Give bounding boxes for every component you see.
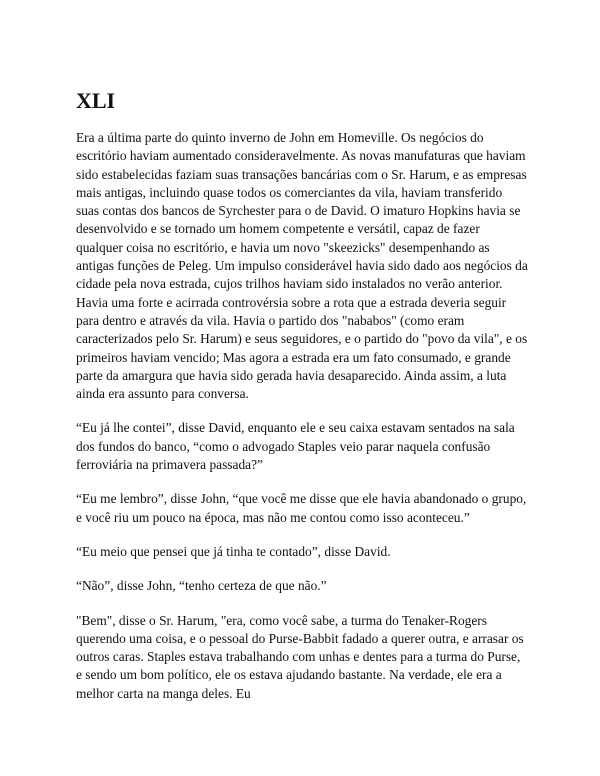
- chapter-title: XLI: [76, 88, 116, 113]
- paragraph: “Eu meio que pensei que já tinha te contado”, disse David.: [76, 543, 391, 559]
- paragraph: “Eu já lhe contei”, disse David, enquanto ele e seu caixa estavam sentados na sala dos fundos do banco, “como o advogado Staples veio parar naquela confusão ferroviária na primavera passada?”: [76, 420, 515, 473]
- paragraph: "Bem", disse o Sr. Harum, "era, como você sabe, a turma do Tenaker-Rogers querendo uma coisa, e o pessoal do Purse-Babbit fadado a querer outra, e arrasar os outros caras. Staples estava trabalhando com unhas e dentes para a turma do Purse, e sendo um bom político, ele os estava ajudando bastante. Na verdade, ele era a melhor carta na manga deles. Eu: [76, 612, 524, 701]
- paragraph: Era a última parte do quinto inverno de John em Homeville. Os negócios do escritório haviam aumentado consideravelmente. As novas manufaturas que haviam sido estabelecidas faziam suas transações bancárias com o Sr. Harum, e as empresas mais antigas, incluindo quase todos os comerciantes da vila, haviam transferido suas contas dos bancos de Syrchester para o de David. O imaturo Hopkins havia se desenvolvido e se tornado um homem competente e versátil, capaz de fazer qualquer coisa no escritório, e havia um novo "skeezicks" desempenhando as antigas funções de Peleg. Um impulso considerável havia sido dado aos negócios da cidade pela nova estrada, cujos trilhos haviam sido instalados no verão anterior. Havia uma forte e acirrada controvérsia sobre a rota que a estrada deveria seguir para dentro e através da vila. Havia o partido dos "nababos" (como eram caracterizados pelo Sr. Harum) e seus seguidores, e o partido do "povo da vila", e os primeiros haviam vencido; Mas agora a estrada era um fato consumado, e grande parte da amargura que havia sido gerada havia desaparecido. Ainda assim, a luta ainda era assunto para conversa.: [76, 130, 528, 402]
- paragraph: “Eu me lembro”, disse John, “que você me disse que ele havia abandonado o grupo, e você riu um pouco na época, mas não me contou como isso aconteceu.”: [76, 491, 527, 525]
- book-page: [76, 88, 528, 719]
- paragraph: “Não”, disse John, “tenho certeza de que não.”: [76, 578, 327, 594]
